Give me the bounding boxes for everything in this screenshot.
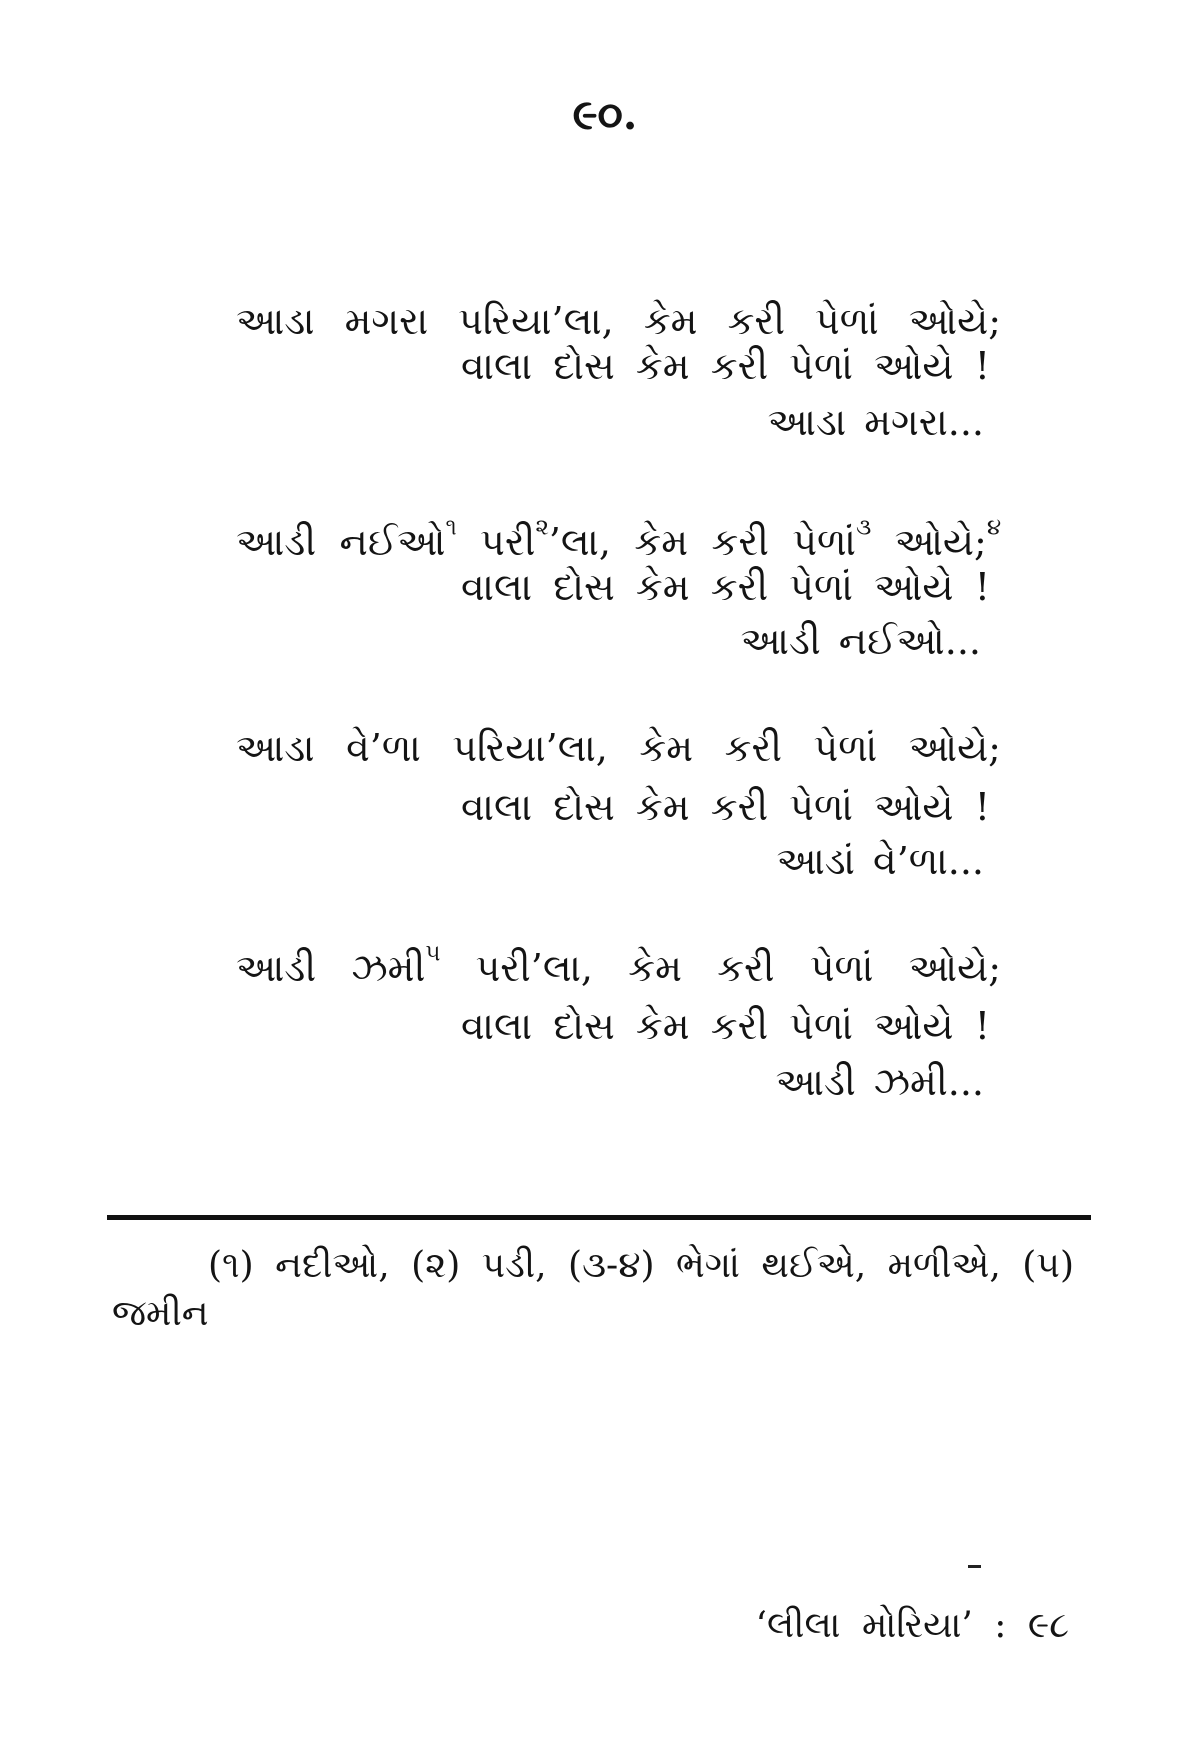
scan-mark xyxy=(968,1565,981,1568)
verse-line xyxy=(236,514,1001,565)
footnote-marker: ૫ xyxy=(425,940,441,967)
verse-text: ’લા, કેમ કરી પેળાં xyxy=(548,520,856,564)
verse-line: આડા મગરા પરિયા’લા, કેમ કરી પેળાં ઓયે; xyxy=(236,299,1001,343)
footnote-marker: ૧ xyxy=(445,514,457,541)
running-footer: ‘લીલા મોરિયા’ : ૯૮ xyxy=(755,1605,1069,1646)
verse-line: વાલા દોસ કેમ કરી પેળાં ઓયે ! xyxy=(461,1004,990,1048)
footnote-divider xyxy=(107,1215,1091,1220)
footnote-marker: ૩ xyxy=(855,514,872,541)
footnote-marker: ૨ xyxy=(535,514,549,541)
page-number: ૯૦. xyxy=(572,90,638,139)
refrain-line: આડી ઝમી... xyxy=(775,1060,984,1104)
verse-line: આડા વે’ળા પરિયા’લા, કેમ કરી પેળાં ઓયે; xyxy=(236,726,1001,770)
verse-text: આડી ઝમી xyxy=(236,946,426,990)
footnote-line: (૧) નદીઓ, (૨) પડી, (૩-૪) ભેગાં થઈએ, મળીએ, (૫) xyxy=(208,1245,1074,1286)
verse-text: ઓયે; xyxy=(871,520,987,564)
footnote-marker: ૪ xyxy=(986,514,1001,541)
verse-text: પરી xyxy=(456,520,536,564)
verse-line xyxy=(236,940,1002,991)
verse-text: પરી’લા, કેમ કરી પેળાં ઓયે; xyxy=(440,946,1002,990)
verse-text: આડી નઈઓ xyxy=(236,520,446,564)
verse-line: વાલા દોસ કેમ કરી પેળાં ઓયે ! xyxy=(461,565,990,609)
refrain-line: આડી નઈઓ... xyxy=(740,619,981,663)
footnote-line: જમીન xyxy=(112,1293,209,1334)
verse-line: વાલા દોસ કેમ કરી પેળાં ઓયે ! xyxy=(461,785,990,829)
refrain-line: આડાં વે’ળા... xyxy=(776,839,984,883)
verse-line: વાલા દોસ કેમ કરી પેળાં ઓયે ! xyxy=(461,344,990,388)
refrain-line: આડા મગરા... xyxy=(767,400,984,444)
